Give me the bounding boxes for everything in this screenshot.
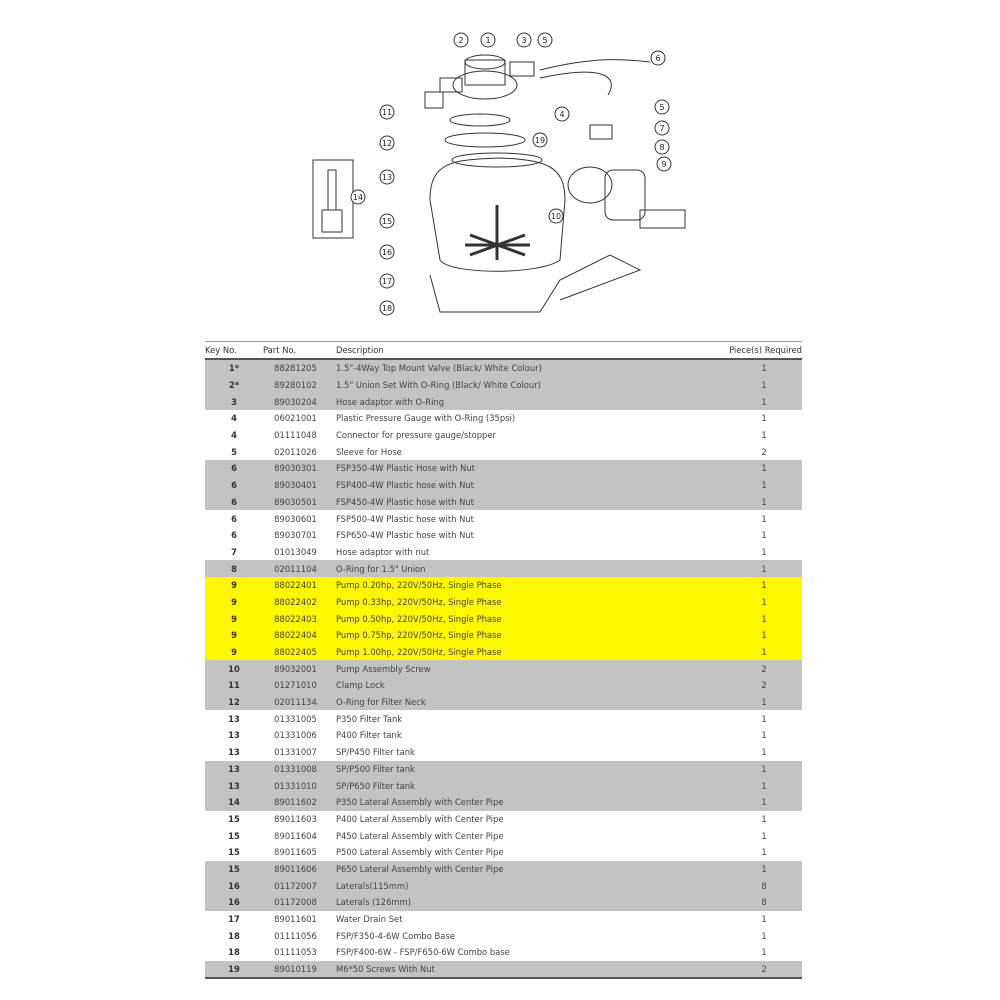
callout-label: 9: [661, 160, 667, 169]
cell-part-no: 88281205: [263, 359, 328, 377]
pump: [568, 167, 685, 228]
cell-description: Sleeve for Hose: [328, 443, 726, 460]
table-row: [205, 961, 802, 979]
cell-description: Pump Assembly Screw: [328, 660, 726, 677]
cell-part-no: 01271010: [263, 677, 328, 694]
cell-part-no: 01172008: [263, 894, 328, 911]
cell-part-no: 89011604: [263, 827, 328, 844]
cell-description: Pump 0.50hp, 220V/50Hz, Single Phase: [328, 610, 726, 627]
cell-description: Pump 0.33hp, 220V/50Hz, Single Phase: [328, 594, 726, 611]
cell-part-no: 89011605: [263, 844, 328, 861]
cell-pieces-required: 2: [726, 443, 802, 460]
cell-part-no: 89030501: [263, 494, 328, 511]
cell-part-no: 88022404: [263, 627, 328, 644]
cell-description: Connector for pressure gauge/stopper: [328, 427, 726, 444]
cell-key-no: 7: [205, 544, 263, 561]
cell-description: P450 Lateral Assembly with Center Pipe: [328, 827, 726, 844]
cell-key-no: 16: [205, 877, 263, 894]
cell-pieces-required: 1: [726, 544, 802, 561]
cell-description: FSP450-4W Plastic hose with Nut: [328, 494, 726, 511]
cell-part-no: 01331006: [263, 727, 328, 744]
header-part-no: Part No.: [263, 342, 328, 360]
header-key-no: Key No.: [205, 342, 263, 360]
callout-label: 5: [659, 103, 665, 112]
combo-base: [430, 255, 640, 312]
callout-12: [380, 136, 394, 150]
cell-description: SP/P450 Filter tank: [328, 744, 726, 761]
cell-part-no: 88022405: [263, 644, 328, 661]
plastic-hose: [540, 60, 650, 95]
cell-pieces-required: 1: [726, 827, 802, 844]
cell-key-no: 13: [205, 727, 263, 744]
cell-part-no: 01013049: [263, 544, 328, 561]
cell-key-no: 12: [205, 694, 263, 711]
callout-label: 2: [458, 36, 464, 45]
cell-pieces-required: 1: [726, 710, 802, 727]
callout-label: 10: [550, 212, 562, 221]
callout-label: 5: [542, 36, 548, 45]
table-row: [205, 827, 802, 844]
table-row: [205, 694, 802, 711]
callout-19: [533, 133, 547, 147]
table-row: [205, 844, 802, 861]
cell-key-no: 15: [205, 827, 263, 844]
cell-key-no: 9: [205, 594, 263, 611]
top-mount-valve: [425, 55, 517, 108]
callout-5: [538, 33, 552, 47]
table-row: [205, 427, 802, 444]
cell-part-no: 06021001: [263, 410, 328, 427]
cell-key-no: 18: [205, 927, 263, 944]
cell-description: P400 Filter tank: [328, 727, 726, 744]
cell-description: FSP350-4W Plastic Hose with Nut: [328, 460, 726, 477]
callout-8: [655, 140, 669, 154]
table-row: [205, 443, 802, 460]
cell-key-no: 9: [205, 577, 263, 594]
cell-pieces-required: 1: [726, 359, 802, 377]
cell-part-no: 01331007: [263, 744, 328, 761]
cell-description: FSP/F350-4-6W Combo Base: [328, 927, 726, 944]
cell-key-no: 9: [205, 627, 263, 644]
cell-pieces-required: 1: [726, 861, 802, 878]
cell-key-no: 4: [205, 410, 263, 427]
cell-key-no: 11: [205, 677, 263, 694]
cell-description: SP/P500 Filter tank: [328, 761, 726, 778]
callout-11: [380, 105, 394, 119]
cell-description: 1.5" Union Set With O-Ring (Black/ White Colour): [328, 377, 726, 394]
cell-pieces-required: 2: [726, 677, 802, 694]
callout-15: [380, 214, 394, 228]
callout-3: [517, 33, 531, 47]
cell-part-no: 89010119: [263, 961, 328, 979]
cell-key-no: 8: [205, 560, 263, 577]
cell-description: Water Drain Set: [328, 911, 726, 928]
cell-description: Pump 1.00hp, 220V/50Hz, Single Phase: [328, 644, 726, 661]
cell-part-no: 89030401: [263, 477, 328, 494]
cell-key-no: 6: [205, 527, 263, 544]
lateral-assembly-box: [313, 160, 353, 238]
cell-part-no: 88022401: [263, 577, 328, 594]
callout-label: 3: [521, 36, 527, 45]
table-row: [205, 710, 802, 727]
cell-pieces-required: 1: [726, 744, 802, 761]
cell-description: Laterals(115mm): [328, 877, 726, 894]
cell-pieces-required: 1: [726, 844, 802, 861]
table-row: [205, 410, 802, 427]
table-row: [205, 627, 802, 644]
table-row: [205, 393, 802, 410]
cell-part-no: 88022402: [263, 594, 328, 611]
callout-label: 19: [534, 136, 546, 145]
callout-17: [380, 274, 394, 288]
cell-pieces-required: 8: [726, 877, 802, 894]
cell-key-no: 13: [205, 710, 263, 727]
table-header: [205, 342, 802, 360]
cell-description: Pump 0.20hp, 220V/50Hz, Single Phase: [328, 577, 726, 594]
table-row: [205, 777, 802, 794]
lateral-assembly: [465, 205, 530, 260]
cell-pieces-required: 1: [726, 594, 802, 611]
callout-10: [549, 209, 563, 223]
cell-part-no: 02011104: [263, 560, 328, 577]
callout-7: [655, 121, 669, 135]
table-row: [205, 494, 802, 511]
callout-label: 8: [659, 143, 665, 152]
cell-part-no: 01331008: [263, 761, 328, 778]
cell-pieces-required: 1: [726, 777, 802, 794]
cell-pieces-required: 1: [726, 460, 802, 477]
cell-part-no: 01111056: [263, 927, 328, 944]
callout-label: 14: [352, 193, 364, 202]
callout-label: 17: [381, 277, 393, 286]
cell-pieces-required: 1: [726, 377, 802, 394]
clamp-lock: [450, 114, 510, 126]
cell-key-no: 3: [205, 393, 263, 410]
cell-description: P350 Filter Tank: [328, 710, 726, 727]
cell-description: Pump 0.75hp, 220V/50Hz, Single Phase: [328, 627, 726, 644]
hose-adaptor-nut: [590, 125, 612, 139]
callout-16: [380, 245, 394, 259]
table-row: [205, 594, 802, 611]
cell-part-no: 89280102: [263, 377, 328, 394]
cell-description: P400 Lateral Assembly with Center Pipe: [328, 811, 726, 828]
callout-label: 16: [381, 248, 393, 257]
cell-pieces-required: 1: [726, 527, 802, 544]
table-row: [205, 544, 802, 561]
cell-description: SP/P650 Filter tank: [328, 777, 726, 794]
cell-part-no: 89011601: [263, 911, 328, 928]
cell-part-no: 02011134: [263, 694, 328, 711]
callout-label: 4: [559, 110, 565, 119]
cell-pieces-required: 1: [726, 477, 802, 494]
hose-adaptor: [510, 62, 534, 76]
cell-key-no: 16: [205, 894, 263, 911]
cell-pieces-required: 1: [726, 727, 802, 744]
cell-description: Hose adaptor with nut: [328, 544, 726, 561]
header-pieces-required: Piece(s) Required: [726, 342, 802, 360]
callout-1: [481, 33, 495, 47]
cell-description: O-Ring for 1.5" Union: [328, 560, 726, 577]
cell-description: Plastic Pressure Gauge with O-Ring (35psi): [328, 410, 726, 427]
cell-description: FSP500-4W Plastic hose with Nut: [328, 510, 726, 527]
cell-key-no: 15: [205, 861, 263, 878]
cell-key-no: 13: [205, 777, 263, 794]
callout-label: 15: [381, 217, 393, 226]
table-row: [205, 460, 802, 477]
cell-pieces-required: 1: [726, 510, 802, 527]
cell-key-no: 5: [205, 443, 263, 460]
cell-pieces-required: 1: [726, 927, 802, 944]
cell-key-no: 14: [205, 794, 263, 811]
cell-pieces-required: 1: [726, 644, 802, 661]
cell-part-no: 89030204: [263, 393, 328, 410]
cell-pieces-required: 2: [726, 961, 802, 979]
callout-18: [380, 301, 394, 315]
callout-9: [657, 157, 671, 171]
cell-key-no: 1*: [205, 359, 263, 377]
cell-pieces-required: 2: [726, 660, 802, 677]
cell-part-no: 89030301: [263, 460, 328, 477]
cell-part-no: 89011602: [263, 794, 328, 811]
cell-key-no: 2*: [205, 377, 263, 394]
exploded-parts-diagram: [300, 20, 700, 330]
cell-pieces-required: 1: [726, 427, 802, 444]
cell-part-no: 01331005: [263, 710, 328, 727]
cell-part-no: 89011603: [263, 811, 328, 828]
table-row: [205, 560, 802, 577]
cell-part-no: 01172007: [263, 877, 328, 894]
callout-label: 12: [381, 139, 393, 148]
cell-key-no: 10: [205, 660, 263, 677]
cell-description: P350 Lateral Assembly with Center Pipe: [328, 794, 726, 811]
table-row: [205, 744, 802, 761]
cell-key-no: 6: [205, 477, 263, 494]
cell-key-no: 6: [205, 510, 263, 527]
table-row: [205, 727, 802, 744]
cell-key-no: 19: [205, 961, 263, 979]
cell-description: P500 Lateral Assembly with Center Pipe: [328, 844, 726, 861]
cell-description: Hose adaptor with O-Ring: [328, 393, 726, 410]
table-row: [205, 359, 802, 377]
table-row: [205, 877, 802, 894]
cell-key-no: 18: [205, 944, 263, 961]
cell-description: FSP/F400-6W - FSP/F650-6W Combo base: [328, 944, 726, 961]
table-row: [205, 377, 802, 394]
cell-key-no: 13: [205, 761, 263, 778]
cell-pieces-required: 1: [726, 911, 802, 928]
cell-pieces-required: 1: [726, 944, 802, 961]
cell-pieces-required: 1: [726, 694, 802, 711]
callout-label: 11: [381, 108, 393, 117]
cell-pieces-required: 1: [726, 560, 802, 577]
table-row: [205, 677, 802, 694]
table-row: [205, 927, 802, 944]
cell-key-no: 9: [205, 644, 263, 661]
table-row: [205, 477, 802, 494]
cell-key-no: 17: [205, 911, 263, 928]
cell-key-no: 9: [205, 610, 263, 627]
callout-14: [351, 190, 365, 204]
callout-label: 18: [381, 304, 393, 313]
cell-pieces-required: 1: [726, 393, 802, 410]
cell-part-no: 02011026: [263, 443, 328, 460]
cell-pieces-required: 1: [726, 627, 802, 644]
cell-pieces-required: 1: [726, 494, 802, 511]
table-row: [205, 911, 802, 928]
cell-description: 1.5"-4Way Top Mount Valve (Black/ White Colour): [328, 359, 726, 377]
header-description: Description: [328, 342, 726, 360]
cell-key-no: 13: [205, 744, 263, 761]
table-row: [205, 861, 802, 878]
cell-part-no: 89030601: [263, 510, 328, 527]
callout-label: 7: [659, 124, 665, 133]
cell-part-no: 89011606: [263, 861, 328, 878]
table-row: [205, 644, 802, 661]
cell-description: O-Ring for Filter Neck: [328, 694, 726, 711]
callout-label: 13: [381, 173, 393, 182]
cell-pieces-required: 1: [726, 794, 802, 811]
cell-part-no: 89030701: [263, 527, 328, 544]
table-row: [205, 944, 802, 961]
cell-part-no: 01111048: [263, 427, 328, 444]
table-row: [205, 761, 802, 778]
cell-key-no: 6: [205, 460, 263, 477]
table-row: [205, 610, 802, 627]
table-row: [205, 660, 802, 677]
callout-label: 1: [485, 36, 491, 45]
cell-pieces-required: 1: [726, 811, 802, 828]
o-ring-neck: [445, 133, 525, 147]
callout-5: [655, 100, 669, 114]
table-row: [205, 577, 802, 594]
parts-table: [205, 341, 802, 979]
table-row: [205, 510, 802, 527]
cell-description: P650 Lateral Assembly with Center Pipe: [328, 861, 726, 878]
cell-pieces-required: 1: [726, 761, 802, 778]
cell-description: M6*50 Screws With Nut: [328, 961, 726, 979]
cell-pieces-required: 1: [726, 577, 802, 594]
cell-pieces-required: 8: [726, 894, 802, 911]
table-row: [205, 811, 802, 828]
cell-key-no: 6: [205, 494, 263, 511]
callout-4: [555, 107, 569, 121]
cell-description: FSP400-4W Plastic hose with Nut: [328, 477, 726, 494]
cell-key-no: 15: [205, 844, 263, 861]
cell-pieces-required: 1: [726, 610, 802, 627]
callout-13: [380, 170, 394, 184]
table-row: [205, 894, 802, 911]
cell-key-no: 15: [205, 811, 263, 828]
cell-description: Laterals (126mm): [328, 894, 726, 911]
callout-6: [651, 51, 665, 65]
cell-part-no: 88022403: [263, 610, 328, 627]
table-row: [205, 794, 802, 811]
cell-description: Clamp Lock: [328, 677, 726, 694]
cell-key-no: 4: [205, 427, 263, 444]
cell-part-no: 89032001: [263, 660, 328, 677]
table-row: [205, 527, 802, 544]
cell-description: FSP650-4W Plastic hose with Nut: [328, 527, 726, 544]
callout-2: [454, 33, 468, 47]
cell-pieces-required: 1: [726, 410, 802, 427]
cell-part-no: 01331010: [263, 777, 328, 794]
callout-label: 6: [655, 54, 661, 63]
cell-part-no: 01111053: [263, 944, 328, 961]
